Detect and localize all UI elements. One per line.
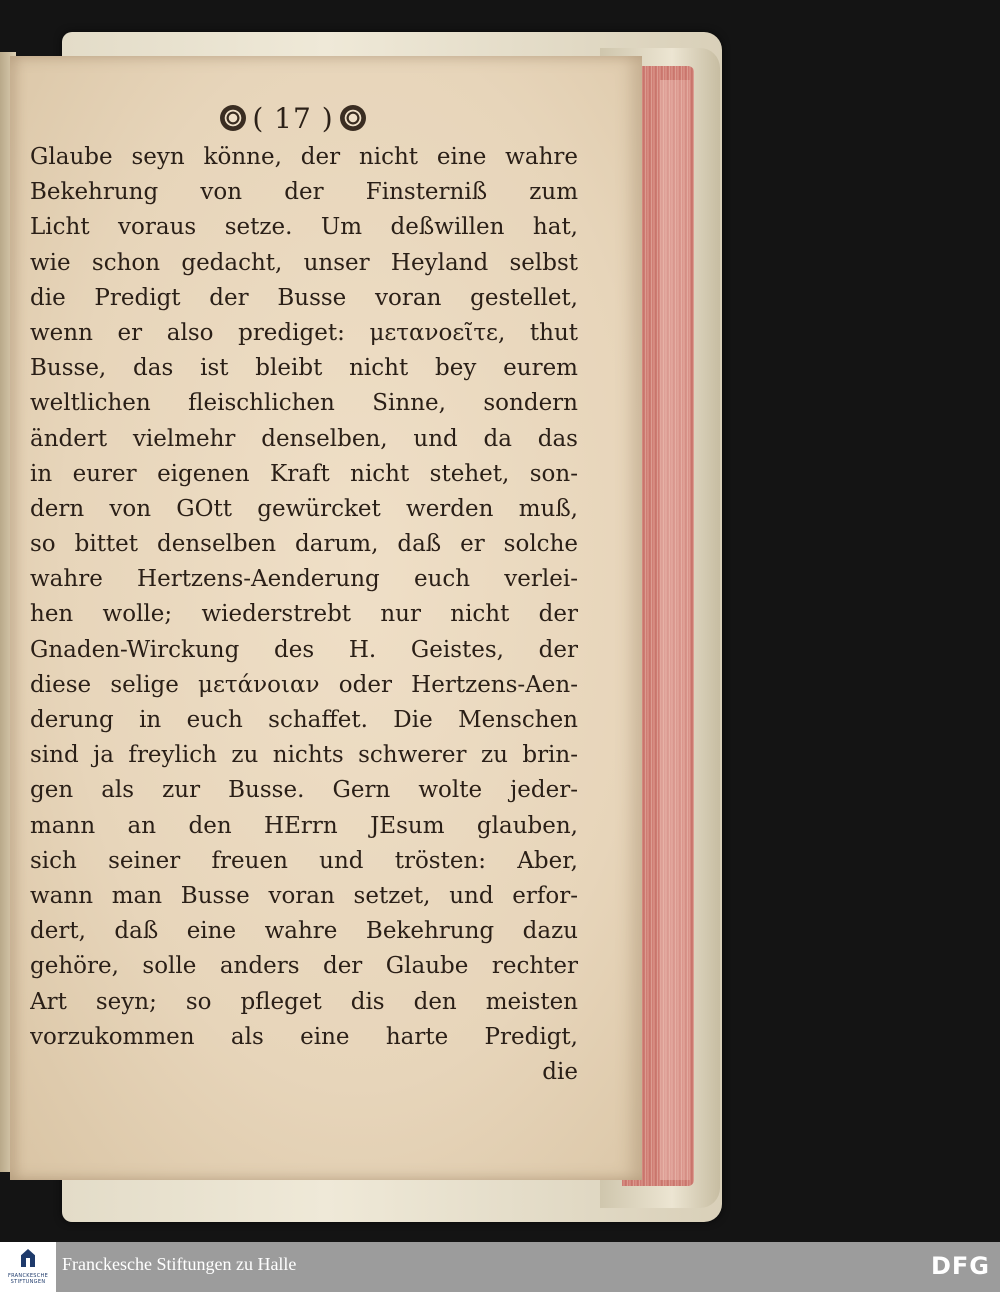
text-line: Busse, das ist bleibt nicht bey eurem bbox=[30, 355, 578, 382]
text-line: Art seyn; so pfleget dis den meisten bbox=[30, 988, 578, 1015]
page-header bbox=[198, 98, 388, 138]
logo-text-2: STIFTUNGEN bbox=[10, 1279, 46, 1285]
page-edge-highlight bbox=[660, 80, 690, 1180]
footer-title[interactable]: Franckesche Stiftungen zu Halle bbox=[62, 1254, 297, 1274]
text-line: Glaube seyn könne, der nicht eine wahre bbox=[30, 144, 578, 170]
text-line: Bekehrung von der Finsterniß zum bbox=[30, 179, 578, 206]
text-line: gehöre, solle anders der Glaube rechter bbox=[30, 953, 578, 980]
text-line: weltlichen fleischlichen Sinne, sondern bbox=[30, 390, 578, 417]
text-line: wahre Hertzens-Aenderung euch verlei- bbox=[30, 566, 578, 593]
footer-bar bbox=[0, 1242, 1000, 1292]
text-line: wie schon gedacht, unser Heyland selbst bbox=[30, 249, 578, 276]
logo-icon bbox=[17, 1249, 39, 1273]
text-line: sind ja freylich zu nichts schwerer zu brin- bbox=[30, 742, 578, 769]
text-line: wenn er also prediget: μετανοεῖτε, thut bbox=[30, 319, 578, 346]
text-line: dert, daß eine wahre Bekehrung dazu bbox=[30, 918, 578, 945]
text-line: Gnaden-Wirckung des H. Geistes, der bbox=[30, 636, 578, 663]
dfg-logo[interactable]: DFG bbox=[930, 1252, 990, 1280]
text-line: so bittet denselben darum, daß er solche bbox=[30, 531, 578, 558]
text-line: dern von GOtt gewürcket werden muß, bbox=[30, 495, 578, 522]
text-line: die bbox=[542, 1058, 578, 1085]
page-number: ( 17 ) bbox=[252, 101, 334, 135]
page-text bbox=[30, 140, 578, 1090]
ornament-icon bbox=[220, 105, 246, 131]
ornament-icon bbox=[340, 105, 366, 131]
text-line: sich seiner freuen und trösten: Aber, bbox=[30, 847, 578, 874]
text-line: hen wolle; wiederstrebt nur nicht der bbox=[30, 601, 578, 628]
institution-logo[interactable] bbox=[0, 1242, 56, 1292]
text-line: mann an den HErrn JEsum glauben, bbox=[30, 812, 578, 839]
text-line: diese selige μετάνοιαν oder Hertzens-Aen- bbox=[30, 671, 578, 698]
text-line: vorzukommen als eine harte Predigt, bbox=[30, 1023, 578, 1050]
text-line: gen als zur Busse. Gern wolte jeder- bbox=[30, 777, 578, 804]
text-line: ändert vielmehr denselben, und da das bbox=[30, 425, 578, 452]
text-line: derung in euch schaffet. Die Menschen bbox=[30, 707, 578, 733]
text-line: wann man Busse voran setzet, und erfor- bbox=[30, 882, 578, 909]
text-line: Licht voraus setze. Um deßwillen hat, bbox=[30, 214, 578, 241]
text-line: in eurer eigenen Kraft nicht stehet, son- bbox=[30, 460, 578, 487]
logo-text-1: FRANCKESCHE bbox=[7, 1273, 49, 1279]
text-line: die Predigt der Busse voran gestellet, bbox=[30, 284, 578, 311]
